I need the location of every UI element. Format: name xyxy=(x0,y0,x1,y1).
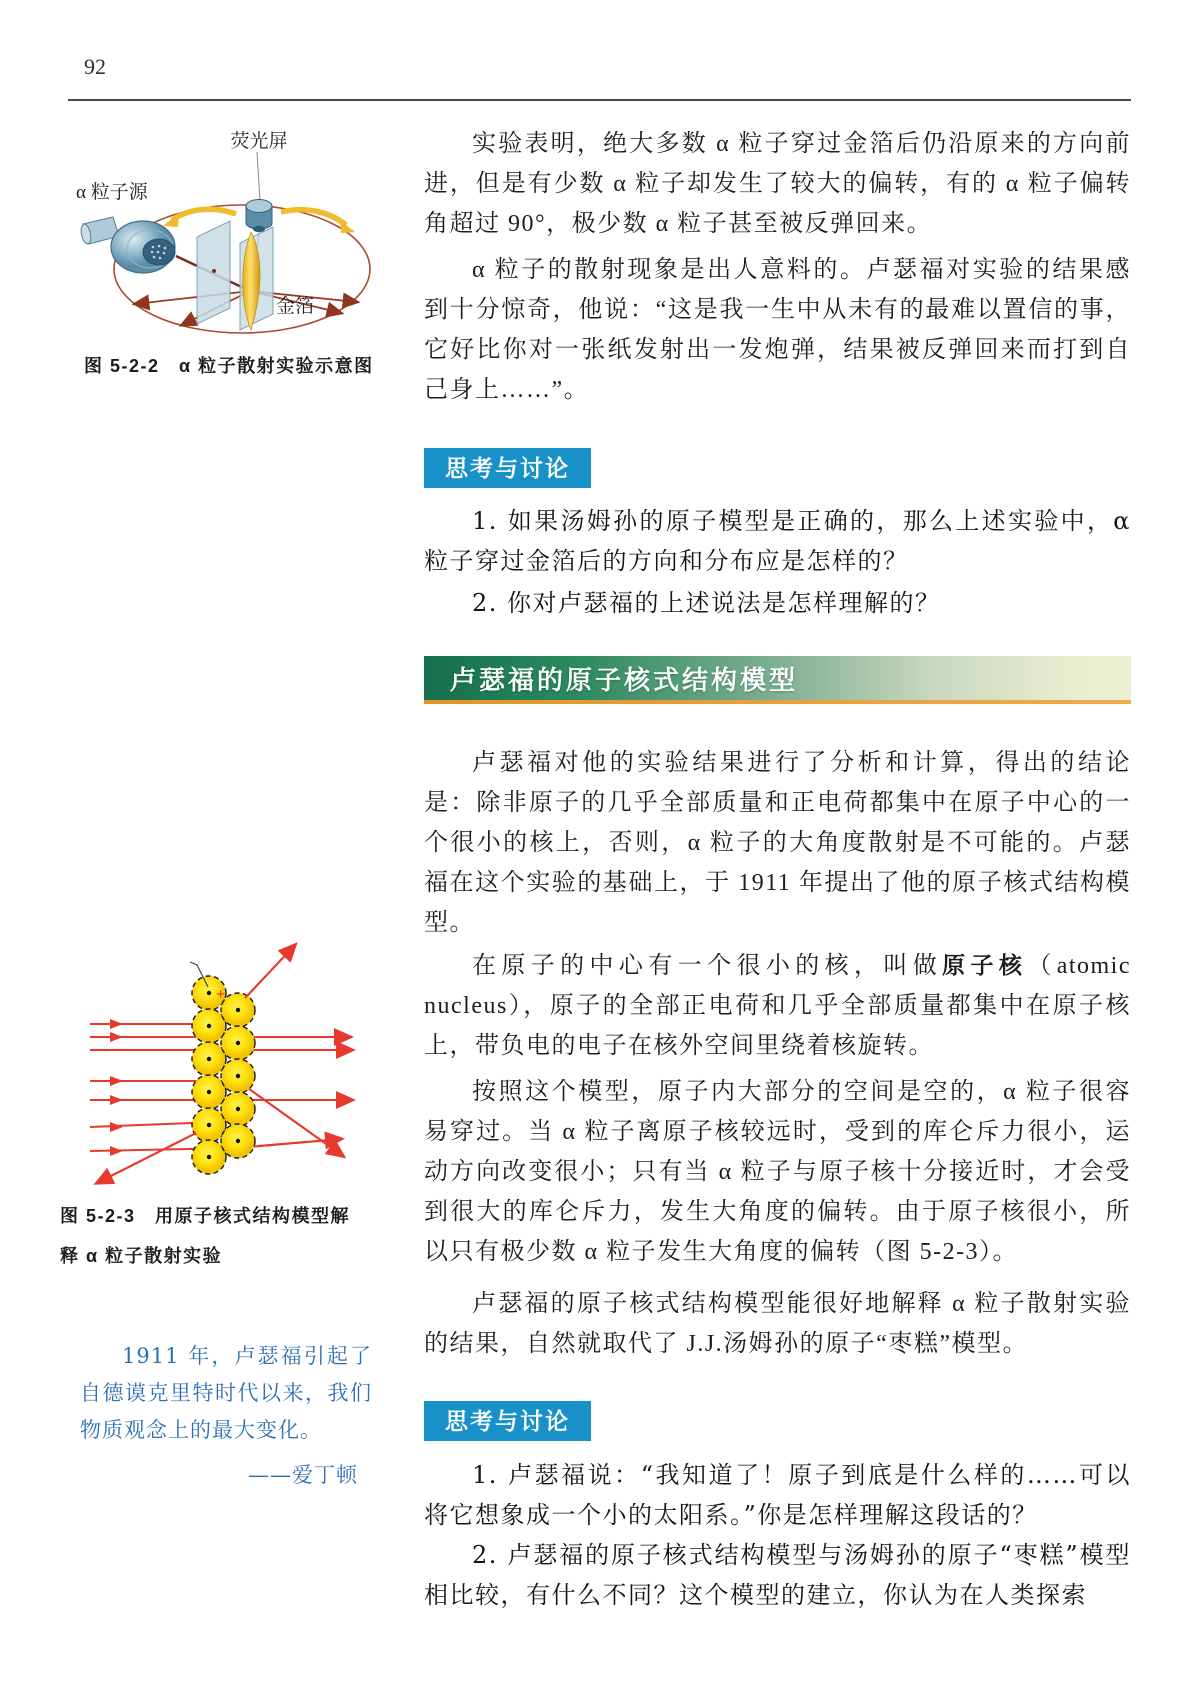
figure-5-2-3 xyxy=(55,875,415,1190)
section-underline xyxy=(424,700,1131,704)
quote-attribution: ——爱丁顿 xyxy=(248,1463,358,1487)
figure-5-2-2 xyxy=(55,108,410,358)
detector-cylinder xyxy=(246,152,272,232)
collimator-plates xyxy=(197,221,273,330)
paragraph-3: 卢瑟福对他的实验结果进行了分析和计算，得出的结论是：除非原子的几乎全部质量和正电荷都集中在原子中心的一个很小的核上，否则，α 粒子的大角度散射是不可能的。卢瑟福在这个实验的基础上，于 1911 年提出了他的原子核式结构模型。 xyxy=(424,750,1131,936)
discussion-title-2: 思考与讨论 xyxy=(424,1401,591,1441)
quote-block xyxy=(80,1338,372,1494)
nucleus-term: 原子核 xyxy=(942,952,1028,978)
section-title: 卢瑟福的原子核式结构模型 xyxy=(450,664,799,695)
alpha-source-device xyxy=(80,217,175,273)
discussion1-question-2: 2. 你对卢瑟福的上述说法是怎样理解的？ xyxy=(472,589,941,617)
fluorescent-screen-label: 荧光屏 xyxy=(230,131,288,152)
gold-foil-label: 金箔 xyxy=(276,296,315,317)
alpha-source-label: α 粒子源 xyxy=(76,182,148,203)
main-text-column xyxy=(424,124,1131,1615)
atom-circles xyxy=(192,976,255,1174)
discussion-box-2 xyxy=(424,1401,1131,1441)
paragraph-6: 卢瑟福的原子核式结构模型能很好地解释 α 粒子散射实验的结果，自然就取代了 J.J.汤姆孙的原子“枣糕”模型。 xyxy=(424,1291,1131,1357)
discussion-title-1: 思考与讨论 xyxy=(424,448,591,488)
discussion2-question-1: 1. 卢瑟福说：“我知道了！原子到底是什么样的……可以将它想象成一个小的太阳系。”你是怎样理解这段话的？ xyxy=(424,1461,1131,1529)
paragraph-4 xyxy=(424,945,1131,1066)
discussion2-question-2: 2. 卢瑟福的原子核式结构模型与汤姆孙的原子“枣糕”模型相比较，有什么不同？这个模型的建立，你认为在人类探索 xyxy=(424,1541,1131,1609)
plus-label: + xyxy=(216,986,226,1003)
figure-5-2-2-caption: 图 5-2-2 α 粒子散射实验示意图 xyxy=(84,356,374,376)
paragraph-5: 按照这个模型，原子内大部分的空间是空的，α 粒子很容易穿过。当 α 粒子离原子核较远时，受到的库仑斥力很小，运动方向改变很小；只有当 α 粒子与原子核十分接近时，才会受到很大的库仑斥力，发生大角度的偏转。由于原子核很小，所以只有极少数 α 粒子发生大角度的偏转（图 5-2-3）。 xyxy=(424,1079,1131,1265)
paragraph-2: α 粒子的散射现象是出人意料的。卢瑟福对实验的结果感到十分惊奇，他说：“这是我一生中从未有的最难以置信的事，它好比你对一张纸发射出一发炮弹，结果被反弹回来而打到自己身上……”。 xyxy=(424,257,1131,403)
figure-5-2-3-caption: 图 5-2-3 用原子核式结构模型解释 α 粒子散射实验 xyxy=(60,1206,351,1266)
quote-text: 1911 年，卢瑟福引起了自德谟克里特时代以来，我们物质观念上的最大变化。 xyxy=(80,1344,372,1442)
discussion1-question-1: 1. 如果汤姆孙的原子模型是正确的，那么上述实验中，α 粒子穿过金箔后的方向和分布应是怎样的？ xyxy=(424,507,1131,575)
header-rule xyxy=(68,99,1131,101)
track-arrowheads xyxy=(110,1019,123,1156)
paragraph-4-tail: （atomic nucleus），原子的全部正电荷和几乎全部质量都集中在原子核上，带负电的电子在核外空间里绕着核旋转。 xyxy=(424,953,1132,1059)
section-header xyxy=(424,656,1131,704)
page-number: 92 xyxy=(84,54,106,79)
paragraph-1: 实验表明，绝大多数 α 粒子穿过金箔后仍沿原来的方向前进，但是有少数 α 粒子却发生了较大的偏转，有的 α 粒子偏转角超过 90°，极少数 α 粒子甚至被反弹回来。 xyxy=(424,131,1131,237)
paragraph-4-lead: 在原子的中心有一个很小的核，叫做 xyxy=(472,953,943,979)
discussion-box-1 xyxy=(424,448,1131,488)
